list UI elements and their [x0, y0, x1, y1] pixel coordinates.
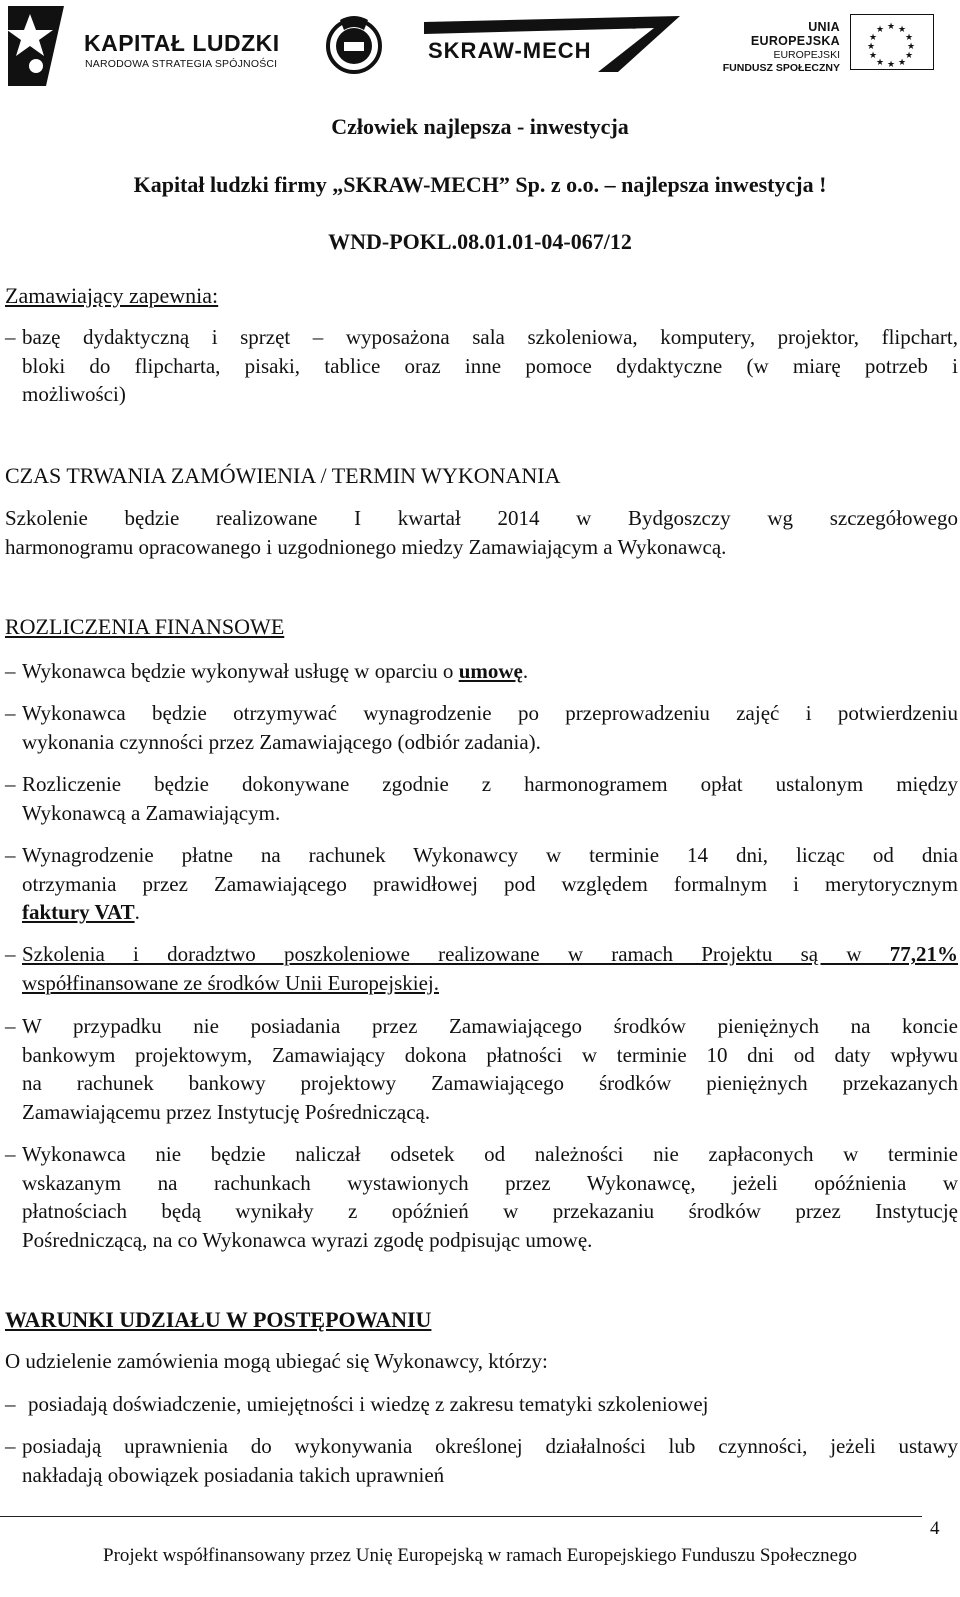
svg-text:★: ★	[886, 22, 896, 32]
rozliczenia-b4-line-1: Wynagrodzenie płatne na rachunek Wykonawcy w terminie 14 dni, licząc od dnia	[22, 843, 958, 867]
eu-logo-text	[720, 20, 840, 74]
skraw-mech-wordmark-icon	[418, 14, 683, 74]
svg-text:★: ★	[875, 58, 885, 68]
logo-bar	[0, 0, 960, 100]
kapital-ludzki-emblem-icon	[6, 4, 76, 88]
kapital-ludzki-title: KAPITAŁ LUDZKI	[84, 30, 280, 56]
footer-text: Projekt współfinansowany przez Unię Europejską w ramach Europejskiego Funduszu Społecznego	[103, 1545, 857, 1566]
svg-text:★: ★	[875, 25, 885, 35]
zamawiajacy-line-3: możliwości)	[22, 382, 126, 406]
rozliczenia-bullet-6	[5, 1012, 958, 1126]
rozliczenia-b4-line-2: otrzymania przez Zamawiającego prawidłowej pod względem formalnym i merytorycznym	[22, 871, 958, 896]
svg-text:★: ★	[904, 51, 914, 61]
skraw-mech-logo	[418, 14, 683, 74]
eu-line1: UNIA EUROPEJSKA	[750, 20, 840, 48]
rozliczenia-bullet-7	[5, 1140, 958, 1254]
skraw-mech-logo-text: SKRAW-MECH	[428, 38, 592, 63]
rozliczenia-b2-line-2: wykonania czynności przez Zamawiającego (odbiór zadania).	[22, 729, 541, 754]
warunki-title: WARUNKI UDZIAŁU W POSTĘPOWANIU	[5, 1307, 432, 1332]
rozliczenia-b4-line-3	[22, 898, 958, 927]
rozliczenia-b7-line-2: wskazanym na rachunkach wystawionych przez Wykonawcę, jeżeli opóźnienia w	[22, 1170, 958, 1195]
rozliczenia-b4-end: .	[134, 900, 140, 924]
rozliczenia-b6-line-1: W przypadku nie posiadania przez Zamawiającego środków pieniężnych na koncie	[22, 1014, 958, 1038]
zamawiajacy-title: Zamawiający zapewnia:	[5, 283, 219, 308]
bullet-dash: –	[5, 659, 16, 683]
bullet-dash: –	[5, 1434, 16, 1458]
rozliczenia-b1-end: .	[522, 659, 529, 683]
rozliczenia-b5-bold: 77,21%	[889, 942, 958, 966]
rozliczenia-b4-bold: faktury VAT	[22, 900, 135, 924]
header-line-2: Kapitał ludzki firmy „SKRAW-MECH” Sp. z o.o. – najlepsza inwestycja !	[133, 172, 827, 197]
kapital-ludzki-subtitle: NARODOWA STRATEGIA SPÓJNOŚCI	[85, 58, 278, 70]
rozliczenia-title: ROZLICZENIA FINANSOWE	[5, 614, 285, 639]
header-line-1: Człowiek najlepsza - inwestycja	[331, 114, 629, 139]
not-emblem-icon	[326, 14, 382, 76]
czas-title: CZAS TRWANIA ZAMÓWIENIA / TERMIN WYKONANIA	[5, 463, 561, 488]
zamawiajacy-bullet	[5, 323, 958, 409]
warunki-b2-line-1: posiadają uprawnienia do wykonywania określonej działalności lub czynności, jeżeli ustawy	[22, 1434, 958, 1458]
rozliczenia-b7-line-1: Wykonawca nie będzie naliczał odsetek od należności nie zapłaconych w terminie	[22, 1142, 958, 1166]
czas-line-1: Szkolenie będzie realizowane I kwartał 2014 w Bydgoszczy wg szczegółowego	[5, 506, 958, 530]
page-number: 4	[930, 1518, 940, 1539]
rozliczenia-b2-line-1: Wykonawca będzie otrzymywać wynagrodzenie po przeprowadzeniu zajęć i potwierdzeniu	[22, 701, 958, 725]
bullet-dash: –	[5, 701, 16, 725]
bullet-dash: –	[5, 1392, 16, 1416]
bullet-dash: –	[5, 325, 16, 349]
eu-line2: EUROPEJSKI	[773, 49, 840, 61]
eu-line3: FUNDUSZ SPOŁECZNY	[722, 62, 840, 74]
rozliczenia-b1-bold: umowę	[458, 659, 523, 683]
czas-line-2: harmonogramu opracowanego i uzgodnionego miedzy Zamawiającym a Wykonawcą.	[5, 535, 727, 559]
warunki-b2-line-2: nakładają obowiązek posiadania takich uprawnień	[22, 1462, 445, 1487]
bullet-dash: –	[5, 772, 16, 796]
rozliczenia-b5-line-2: współfinansowane ze środków Unii Europejskiej.	[22, 970, 439, 995]
bullet-dash: –	[5, 1142, 16, 1166]
rozliczenia-bullet-2	[5, 699, 958, 756]
header-line-3: WND-POKL.08.01.01-04-067/12	[328, 229, 632, 254]
warunki-bullet-1	[5, 1390, 958, 1419]
zamawiajacy-line-1: bazę dydaktyczną i sprzęt – wyposażona sala szkoleniowa, komputery, projektor, flipchart,	[22, 325, 958, 349]
rozliczenia-bullet-1	[5, 657, 958, 686]
svg-text:★: ★	[897, 25, 907, 35]
rozliczenia-b3-line-1: Rozliczenie będzie dokonywane zgodnie z harmonogramem opłat ustalonym między	[22, 772, 958, 796]
rozliczenia-bullet-5	[5, 940, 958, 997]
not-logo	[326, 14, 382, 76]
rozliczenia-b5-line-1	[22, 940, 958, 969]
rozliczenia-b6-line-4: Zamawiającemu przez Instytucję Pośredniczącą.	[22, 1099, 431, 1124]
svg-text:★: ★	[868, 33, 878, 43]
svg-text:★: ★	[906, 42, 916, 52]
rozliczenia-bullet-4	[5, 841, 958, 927]
svg-text:★: ★	[886, 60, 896, 68]
footer-rule	[0, 1516, 922, 1517]
rozliczenia-b5-text: Szkolenia i doradztwo poszkoleniowe realizowane w ramach Projektu są w	[22, 942, 862, 966]
eu-flag-icon	[850, 14, 934, 70]
svg-text:★: ★	[866, 42, 876, 52]
rozliczenia-b6-line-3: na rachunek bankowy projektowy Zamawiającego środków pieniężnych przekazanych	[22, 1071, 958, 1095]
svg-text:★: ★	[904, 33, 914, 43]
warunki-b1: posiadają doświadczenie, umiejętności i wiedzę z zakresu tematyki szkoleniowej	[28, 1392, 709, 1416]
rozliczenia-b3-line-2: Wykonawcą a Zamawiającym.	[22, 800, 281, 825]
zamawiajacy-line-2: bloki do flipcharta, pisaki, tablice oraz inne pomoce dydaktyczne (w miarę potrzeb i	[22, 353, 958, 378]
svg-text:★: ★	[897, 58, 907, 68]
rozliczenia-b6-line-2: bankowym projektowym, Zamawiający dokona płatności w terminie 10 dni od daty wpływu	[22, 1042, 958, 1067]
rozliczenia-bullet-3	[5, 770, 958, 827]
bullet-dash: –	[5, 1014, 16, 1038]
bullet-dash: –	[5, 843, 16, 867]
rozliczenia-b7-line-3: płatnościach będą wynikały z opóźnień w przekazaniu środków przez Instytucję	[22, 1199, 958, 1223]
rozliczenia-b1-text: Wykonawca będzie wykonywał usługę w oparciu o	[22, 659, 459, 683]
eu-logo	[720, 14, 940, 76]
kapital-ludzki-logo	[6, 4, 296, 88]
svg-text:★: ★	[868, 51, 878, 61]
bullet-dash: –	[5, 942, 16, 966]
warunki-intro: O udzielenie zamówienia mogą ubiegać się Wykonawcy, którzy:	[5, 1349, 548, 1373]
warunki-bullet-2	[5, 1432, 958, 1489]
rozliczenia-b7-line-4: Pośredniczącą, na co Wykonawca wyrazi zgodę podpisując umowę.	[22, 1227, 593, 1252]
